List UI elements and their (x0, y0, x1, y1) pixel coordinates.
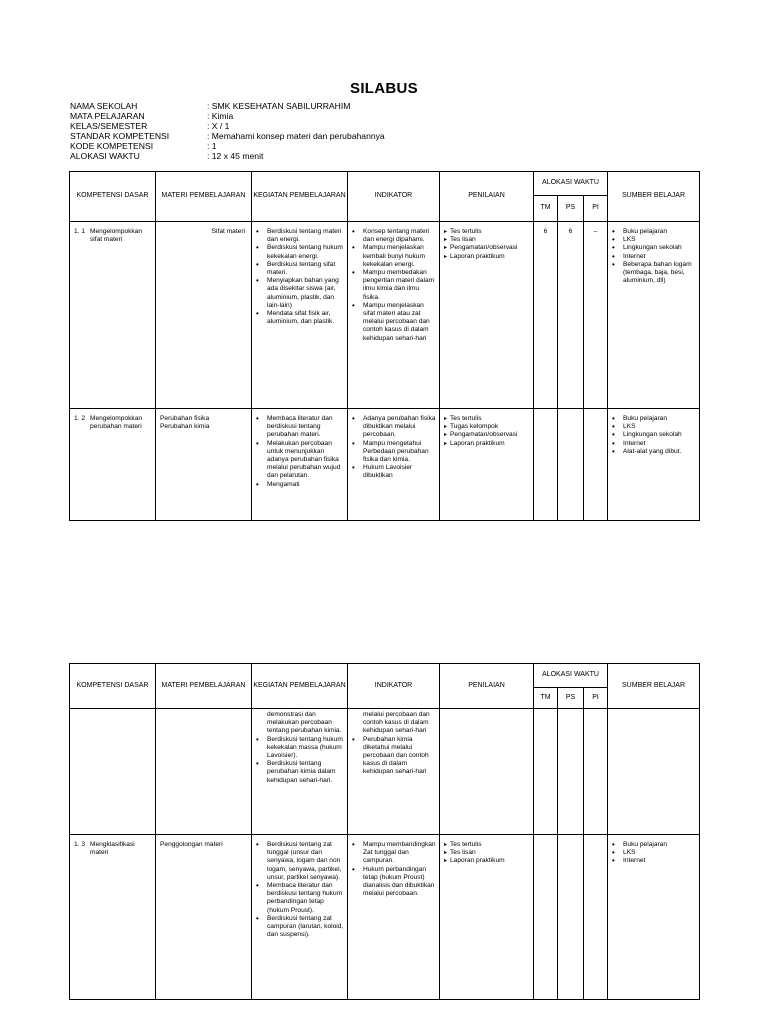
list-item: • Buku pelajaran (612, 415, 696, 423)
kd-cell (70, 222, 155, 247)
indikator-cell (348, 709, 439, 780)
header-ps: PS (558, 196, 584, 222)
kd-text: Mengelompokkan perubahan materi (90, 415, 143, 431)
list-item: ▸ Pengamatan/observasi (444, 244, 530, 252)
list-item: • Hukum perbandingan tetap (hukum Proust) dianalisis dan dibuktikan melalui percobaan. (352, 866, 436, 899)
materi-text: Perubahan fisika (160, 415, 210, 422)
indikator-continued: melalui percobaan dan contoh kasus di dalam kehidupan sehari-hari (363, 711, 430, 735)
materi-text: Sifat materi (211, 228, 245, 235)
list-item: ▸ Laporan praktikum (444, 440, 530, 448)
list-item: • Beberapa bahan logam (tembaga, baja, besi, aluminium, dll) (612, 261, 696, 286)
penilaian-list (444, 415, 530, 448)
meta-value: : X / 1 (207, 121, 230, 131)
materi-cell (156, 409, 251, 434)
meta-row-school (70, 101, 385, 111)
kd-cell (70, 835, 155, 860)
meta-key: STANDAR KOMPETENSI (70, 131, 170, 141)
kegiatan-list (256, 228, 344, 326)
tm-value: 6 (543, 228, 548, 235)
indikator-list (352, 841, 436, 898)
kd-number: 1. 2 (74, 415, 85, 422)
materi-text: Perubahan kimia (160, 423, 210, 431)
table-row (70, 709, 700, 835)
kegiatan-cell (252, 709, 347, 788)
header-pi: PI (584, 196, 608, 222)
header-kegiatan: KEGIATAN PEMBELAJARAN (252, 172, 348, 222)
syllabus-table-1 (69, 171, 700, 521)
header-alokasi-waktu: ALOKASI WAKTU (534, 664, 608, 688)
kegiatan-list (256, 736, 344, 785)
header-tm: TM (534, 196, 558, 222)
sumber-list (612, 415, 696, 456)
list-item: ▸ Tes lisan (444, 236, 530, 244)
meta-row-time (70, 151, 385, 161)
kegiatan-list (256, 841, 344, 939)
list-item: • Internet (612, 440, 696, 448)
meta-value: : Kimia (207, 111, 234, 121)
page-title: SILABUS (350, 80, 418, 97)
list-item: ▸ Tes tertulis (444, 415, 530, 423)
header-pi: PI (584, 688, 608, 709)
list-item: ▸ Tes tertulis (444, 228, 530, 236)
materi-text: Penggolongan materi (160, 841, 223, 848)
list-item: • Mampu mengetahui Perbedaan perubahan fisika dan kimia. (352, 440, 436, 465)
list-item: • Mampu menjelaskan kembali bunyi hukum kekekalan energi. (352, 244, 436, 269)
list-item: • Berdiskusi tentang sifat materi. (256, 261, 344, 277)
header-materi: MATERI PEMBELAJARAN (156, 664, 252, 709)
header-sumber-belajar: SUMBER BELAJAR (608, 172, 700, 222)
kd-number: 1. 1 (74, 228, 85, 235)
list-item: • Adanya perubahan fisika dibuktikan melalui percobaan. (352, 415, 436, 440)
school-info (70, 101, 385, 161)
meta-key: KODE KOMPETENSI (70, 141, 154, 151)
header-kegiatan: KEGIATAN PEMBELAJARAN (252, 664, 348, 709)
list-item: • Berdiskusi tentang hukum kekekalan energi. (256, 244, 344, 260)
header-tm: TM (534, 688, 558, 709)
ps-value: 6 (568, 228, 573, 235)
meta-key: MATA PELAJARAN (70, 111, 145, 121)
list-item: ▸ Tugas kelompok (444, 423, 530, 431)
list-item: • Alat-alat yang dibut. (612, 448, 696, 456)
kd-number: 1. 3 (74, 841, 85, 848)
list-item: • Membaca literatur dan berdiskusi tentang hukum perbandingan tetap (hukum Proust). (256, 882, 344, 915)
meta-key: ALOKASI WAKTU (70, 151, 140, 161)
list-item: • Buku pelajaran (612, 841, 696, 849)
meta-value: : SMK KESEHATAN SABILURRAHIM (207, 101, 351, 111)
sumber-list (612, 841, 696, 866)
list-item: • Internet (612, 253, 696, 261)
header-penilaian: PENILAIAN (440, 172, 534, 222)
list-item: ▸ Pengamatan/observasi (444, 431, 530, 439)
list-item: • LKS (612, 849, 696, 857)
table-row (70, 409, 700, 521)
list-item: • Buku pelajaran (612, 228, 696, 236)
header-sumber-belajar: SUMBER BELAJAR (608, 664, 700, 709)
list-item: • Lingkungan sekolah (612, 431, 696, 439)
kd-text: Mengelompokkan sifat materi (90, 228, 143, 244)
header-ps: PS (558, 688, 584, 709)
ps-value (558, 409, 583, 415)
list-item: • Membaca literatur dan berdiskusi tentang perubahan materi. (256, 415, 344, 440)
meta-value: : Memahami konsep materi dan perubahannya (207, 131, 385, 141)
header-alokasi-waktu: ALOKASI WAKTU (534, 172, 608, 196)
list-item: • Konsep tentang materi dan energi dipahami. (352, 228, 436, 244)
indikator-list (352, 228, 436, 343)
list-item: • Perubahan kimia diketahui melalui percobaan dan contoh kasus di dalam kehidupan sehari-hari (352, 736, 436, 777)
meta-value: : 12 x 45 menit (207, 151, 264, 161)
meta-row-subject (70, 111, 385, 121)
list-item: ▸ Laporan praktikum (444, 857, 530, 865)
indikator-list (352, 736, 436, 777)
list-item: • Berdiskusi tentang hukum kekekalan massa (hukum Lavoisier). (256, 736, 344, 761)
list-item: • Mampu menjelaskan sifat materi atau zat melalui percobaan dan contoh kasus di dalam kehidupan sehari-hari (352, 302, 436, 343)
list-item: • Mendata sifat fisik air, aluminium, dan plastik. (256, 310, 344, 326)
list-item: • Berdiskusi tentang zat tunggal (unsur dan senyawa, logam dan non logam, senyawa, partikel, unsur, partikel senyawa). (256, 841, 344, 882)
meta-row-code (70, 141, 385, 151)
kd-text: Mengklasifikasi materi (90, 841, 135, 857)
meta-value: : 1 (207, 141, 217, 151)
list-item: • Mengamati (256, 481, 344, 489)
header-indikator: INDIKATOR (348, 664, 440, 709)
list-item: • Berdiskusi tentang zat campuran (larutan, koloid, dan suspensi). (256, 915, 344, 940)
list-item: • Hukum Lavoisier dibuktikan (352, 464, 436, 480)
list-item: • Lingkungan sekolah (612, 244, 696, 252)
tm-value (534, 409, 557, 415)
list-item: ▸ Tes tertulis (444, 841, 530, 849)
list-item: ▸ Laporan praktikum (444, 253, 530, 261)
table-row (70, 222, 700, 409)
list-item: • Berdiskusi tentang materi dan energi. (256, 228, 344, 244)
list-item: • Melakukan percobaan untuk menunjukkan adanya perubahan fisika melalui perubahan wujud dan pelarutan. (256, 440, 344, 481)
table-row (70, 835, 700, 1000)
header-penilaian: PENILAIAN (440, 664, 534, 709)
list-item: ▸ Tes lisan (444, 849, 530, 857)
meta-row-class (70, 121, 385, 131)
kegiatan-continued: demonstrasi dan melakukan percobaan tentang perubahan kimia. (267, 711, 342, 735)
list-item: • LKS (612, 423, 696, 431)
penilaian-list (444, 841, 530, 866)
kd-cell (70, 409, 155, 434)
sumber-list (612, 228, 696, 285)
list-item: • Internet (612, 857, 696, 865)
meta-key: NAMA SEKOLAH (70, 101, 138, 111)
indikator-list (352, 415, 436, 481)
header-indikator: INDIKATOR (348, 172, 440, 222)
pi-value: – (593, 228, 598, 235)
header-kompetensi-dasar: KOMPETENSI DASAR (70, 172, 156, 222)
kegiatan-list (256, 415, 344, 489)
list-item: • LKS (612, 236, 696, 244)
list-item: • Mampu membandingkan Zat tunggal dan campuran. (352, 841, 436, 866)
pi-value (584, 409, 607, 415)
meta-key: KELAS/SEMESTER (70, 121, 148, 131)
meta-row-competency (70, 131, 385, 141)
list-item: • Mampu membedakan pengertian materi dalam ilmu kimia dan ilmu fisika. (352, 269, 436, 302)
header-materi: MATERI PEMBELAJARAN (156, 172, 252, 222)
list-item: • Menyiapkan bahan yang ada disekitar siswa (air, aluminium, plastik, dan lain-lain) (256, 277, 344, 310)
penilaian-list (444, 228, 530, 261)
list-item: • Berdiskusi tentang perubahan kimia dalam kehidupan sehari-hari. (256, 760, 344, 785)
syllabus-table-2 (69, 663, 700, 1000)
header-kompetensi-dasar: KOMPETENSI DASAR (70, 664, 156, 709)
